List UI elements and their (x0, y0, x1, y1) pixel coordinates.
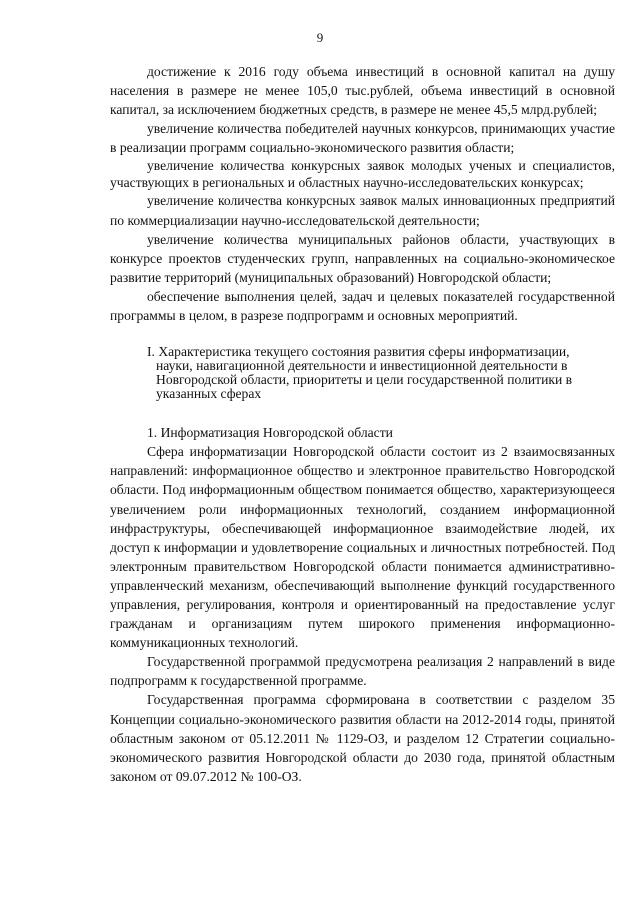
paragraph-municipal-districts: увеличение количества муниципальных районов области, участвующих в конкурсе проектов студенческих групп, направленных на социально-экономическое развитие территорий (муниципальных образований) Новгородской области; (110, 231, 615, 285)
paragraph-program-basis: Государственная программа сформирована в соответствии с разделом 35 Концепции социально-экономического развития области на 2012-2014 годы, принятой областным законом от 05.12.2011 № 1129-ОЗ, и разделом 12 Стратегии социально-экономического развития Новгородской области до 2030 года, принятой областным законом от 09.07.2012 № 100-ОЗ. (110, 692, 615, 784)
paragraph-investment-target: достижение к 2016 году объема инвестиций в основной капитал на душу населения в размере не менее 105,0 тыс.рублей, объема инвестиций в основной капитал, за исключением бюджетных средств, в размере не менее 45,5 млрд.рублей; (110, 64, 615, 118)
paragraph-subprograms: Государственной программой предусмотрена реализация 2 направлений в виде подпрограмм к государственной программе. (110, 654, 615, 689)
subsection-heading: 1. Информатизация Новгородской области (147, 425, 393, 441)
document-body (110, 62, 615, 786)
paragraph-science-contest-winners: увеличение количества победителей научных конкурсов, принимающих участие в реализации программ социально-экономического развития области; (110, 121, 615, 156)
section-heading-rest: науки, навигационной деятельности и инвестиционной деятельности в Новгородской области, приоритеты и цели государственной политики в указанных сферах (156, 358, 573, 402)
paragraph-innovative-enterprises: увеличение количества конкурсных заявок малых инновационных предприятий по коммерциализации научно-исследовательской деятельности; (110, 193, 615, 228)
paragraph-informatization-sphere: Сфера информатизации Новгородской области состоит из 2 взаимосвязанных направлений: информационное общество и электронное правительство Новгородской области. Под информационным обществом понимается общество, характеризующееся увеличением роли информационных технологий, созданием информационной инфраструктуры, обеспечивающей информационное взаимодействие людей, их доступ к информации и удовлетворение социальных и личностных потребностей. Под электронным правительством Новгородской области понимается административно-управленческий механизм, обеспечивающий выполнение функций государственного управления, регулирования, контроля и ориентированный на предоставление услуг гражданам и организациям путем широкого применения информационно-коммуникационных технологий. (110, 444, 615, 651)
paragraph-young-scientists: увеличение количества конкурсных заявок молодых ученых и специалистов, участвующих в региональных и областных научно-исследовательских конкурсах; (110, 158, 615, 191)
paragraph-program-goals: обеспечение выполнения целей, задач и целевых показателей государственной программы в целом, в разрезе подпрограмм и основных мероприятий. (110, 288, 615, 324)
page-number: 9 (316, 30, 324, 45)
section-heading-line-1: I. Характеристика текущего состояния развития сферы информатизации, (147, 344, 570, 360)
section-heading (110, 345, 615, 401)
